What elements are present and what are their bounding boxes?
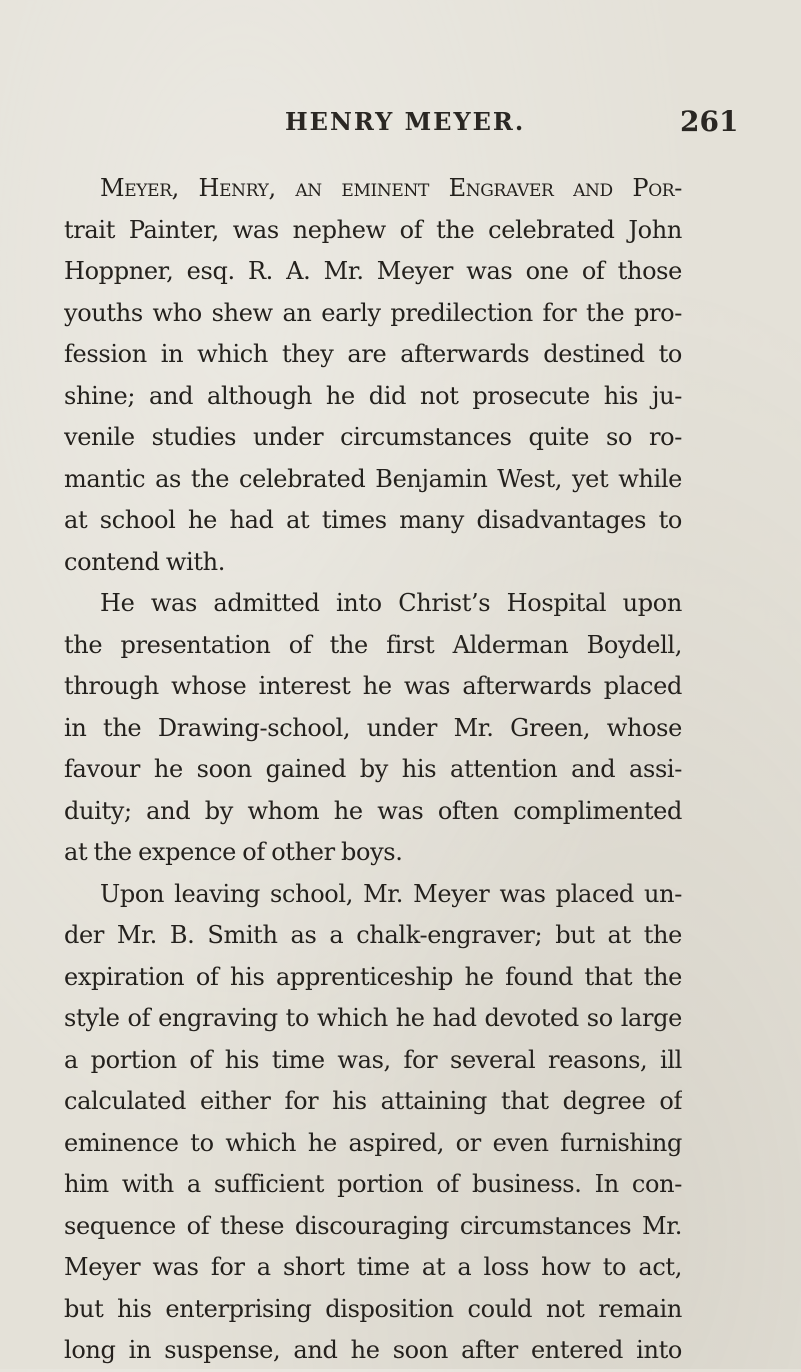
running-head xyxy=(0,102,801,142)
text-line: favour he soon gained by his attention and assi- xyxy=(64,755,682,783)
text-line: a portion of his time was, for several reasons, ill xyxy=(64,1045,682,1074)
paragraph-1 xyxy=(64,168,682,583)
running-head-title: HENRY MEYER. xyxy=(285,107,526,136)
text-line: Upon leaving school, Mr. Meyer was placed un- xyxy=(100,879,682,908)
paragraph-3 xyxy=(64,874,682,1372)
text-line: der Mr. B. Smith as a chalk-engraver; but at the xyxy=(64,921,682,949)
text-line: trait Painter, was nephew of the celebrated John xyxy=(64,215,682,244)
text-line: at school he had at times many disadvantages to xyxy=(64,506,682,534)
text-line: Meyer was for a short time at a loss how to act, xyxy=(64,1253,682,1281)
text-line: expiration of his apprenticeship he found that the xyxy=(64,962,682,991)
text-line: duity; and by whom he was often complimented xyxy=(64,796,682,825)
page-number: 261 xyxy=(680,105,739,138)
paragraph-2 xyxy=(64,583,682,874)
text-line: long in suspense, and he soon after entered into xyxy=(64,1336,682,1364)
text-line: calculated either for his attaining that degree of xyxy=(64,1087,682,1115)
text-line: but his enterprising disposition could not remain xyxy=(64,1294,682,1323)
text-line: mantic as the celebrated Benjamin West, yet while xyxy=(64,464,682,493)
text-line: style of engraving to which he had devoted so large xyxy=(64,1004,682,1032)
text-line: He was admitted into Christ’s Hospital upon xyxy=(100,589,682,617)
text-line: eminence to which he aspired, or even furnishing xyxy=(64,1128,682,1157)
text-line: him with a sufficient portion of business. In con- xyxy=(64,1170,682,1198)
text-line: contend with. xyxy=(64,547,226,576)
text-line: at the expence of other boys. xyxy=(64,838,403,866)
text-line: shine; and although he did not prosecute his ju- xyxy=(64,381,682,410)
text-line: venile studies under circumstances quite so ro- xyxy=(64,423,682,451)
text-line: sequence of these discouraging circumstances Mr. xyxy=(64,1211,682,1240)
text-line: in the Drawing-school, under Mr. Green, whose xyxy=(64,713,682,742)
text-line: through whose interest he was afterwards placed xyxy=(64,672,682,700)
text-line: Meyer, Henry, an eminent Engraver and Por- xyxy=(100,174,682,202)
text-line: Hoppner, esq. R. A. Mr. Meyer was one of those xyxy=(64,257,682,285)
text-line: youths who shew an early predilection for the pro- xyxy=(64,298,682,327)
text-line: fession in which they are afterwards destined to xyxy=(64,340,682,368)
text-line: the presentation of the first Alderman Boydell, xyxy=(64,630,682,659)
body-text xyxy=(64,168,682,1372)
